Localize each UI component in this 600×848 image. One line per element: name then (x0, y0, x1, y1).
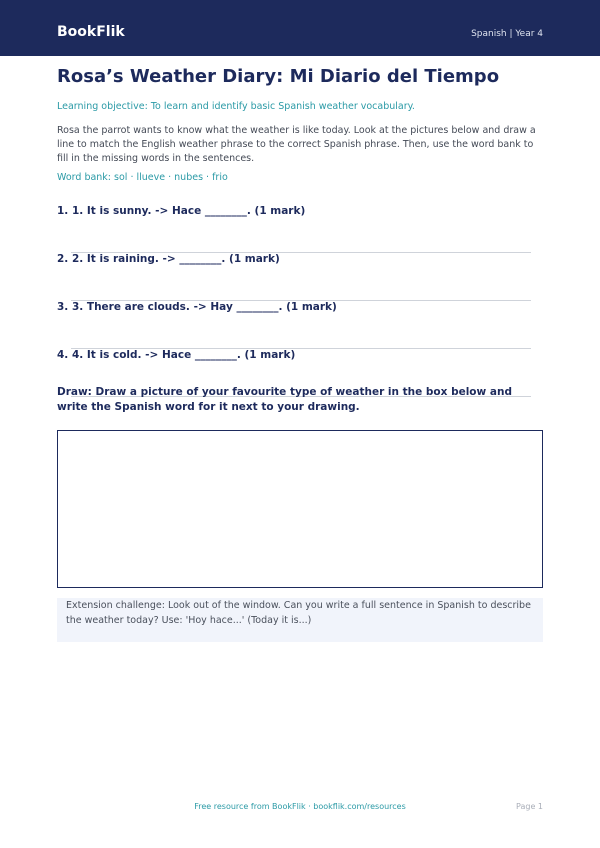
question-1: 1. 1. It is sunny. -> Hace ________. (1 mark) (57, 205, 306, 217)
page-number: Page 1 (516, 802, 543, 811)
extension-panel (57, 598, 543, 642)
word-bank: Word bank: sol · llueve · nubes · frio (57, 172, 228, 183)
question-2: 2. 2. It is raining. -> ________. (1 mark) (57, 253, 280, 265)
header-bar (0, 0, 600, 56)
drawing-box[interactable] (57, 430, 543, 588)
question-3: 3. 3. There are clouds. -> Hay ________. (1 mark) (57, 301, 337, 313)
brand-logo: BookFlik (57, 24, 125, 40)
instructions: Rosa the parrot wants to know what the weather is like today. Look at the pictures below and draw a line to match the English weather phrase to the correct Spanish phrase. Then, use the word bank to fill in the missing words in the sentences. (57, 125, 536, 164)
footer-link[interactable]: Free resource from BookFlik · bookflik.com/resources (194, 802, 406, 811)
learning-objective: Learning objective: To learn and identify basic Spanish weather vocabulary. (57, 101, 415, 112)
extension-challenge-text: Extension challenge: Look out of the window. Can you write a full sentence in Spanish to describe the weather today? Use: 'Hoy hace...' (Today it is...) (66, 600, 531, 626)
page-title: Rosa’s Weather Diary: Mi Diario del Tiempo (57, 66, 500, 87)
draw-prompt: Draw: Draw a picture of your favourite type of weather in the box below and write the Spanish word for it next to your drawing. (57, 386, 512, 413)
question-4: 4. 4. It is cold. -> Hace ________. (1 mark) (57, 349, 296, 361)
subject-year-label: Spanish | Year 4 (471, 29, 543, 39)
